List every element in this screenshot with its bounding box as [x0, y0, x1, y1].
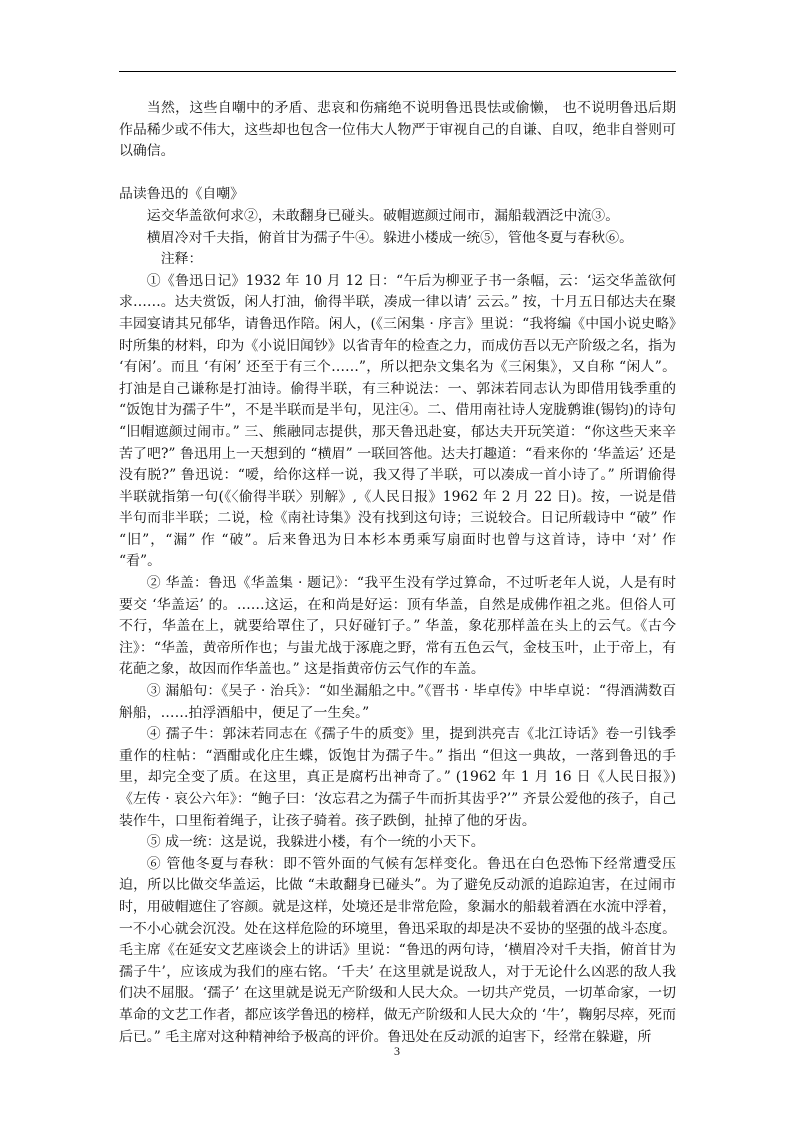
section-title: 品读鲁迅的《自嘲》 [119, 186, 245, 203]
note-6: ⑥ 管他冬夏与春秋：即不管外面的气候有怎样变化。鲁迅在白色恐怖下经常遭受压迫，所以比做交华盖运，比做 “未敢翻身已碰头”。为了避免反动派的追踪迫害，在过闹市时，用破帽遮住了容颜。就是这样，处境还是非常危险，象漏水的船载着酒在水流中浮着，一不小心就会沉没。处在这样危险的环境里，鲁迅采取的却是决不妥协的坚强的战斗态度。毛主席《在延安文艺座谈会上的讲话》里说：“鲁迅的两句诗，‘横眉冷对千夫指，俯首甘为孺子牛’，应该成为我们的座右铭。‘千夫’ 在这里就是说敌人，对于无论什么凶恶的敌人我们决不屈服。‘孺子’ 在这里就是说无产阶级和人民大众。一切共产党员，一切革命家，一切革命的文艺工作者，都应该学鲁迅的榜样，做无产阶级和人民大众的 ‘牛’，鞠躬尽瘁，死而后已。” 毛主席对这种精神给予极高的评价。鲁迅处在反动派的迫害下，经常在躲避，所 [119, 855, 676, 1045]
paragraph-spacer [119, 163, 676, 185]
note-3: ③ 漏船句：《吴子 · 治兵》：“如坐漏船之中。”《晋书 · 毕卓传》中毕卓说：“得酒满数百斛船，……拍浮酒船中，便足了一生矣。” [119, 683, 676, 721]
poem-line-2: 横眉冷对千夫指，俯首甘为孺子牛④。躲进小楼成一统⑤，管他冬夏与春秋⑥。 [146, 229, 633, 246]
header-rule [119, 71, 676, 72]
notes-label: 注释： [160, 251, 203, 268]
intro-paragraph: 当然，这些自嘲中的矛盾、悲哀和伤痛绝不说明鲁迅畏怯或偷懒， 也不说明鲁迅后期作品稀少或不伟大，这些却也包含一位伟大人物严于审视自己的自谦、自叹，绝非自誉则可以确信。 [119, 100, 676, 160]
note-2: ② 华盖：鲁迅《华盖集 · 题记》：“我平生没有学过算命，不过听老年人说，人是有时要交 ‘华盖运’ 的。……这运，在和尚是好运：顶有华盖，自然是成佛作祖之兆。但俗人可不行，华盖在上，就要给罩住了，只好碰钉子。” 华盖，象花那样盖在头上的云气。《古今注》：“华盖，黄帝所作也；与蚩尤战于涿鹿之野，常有五色云气，金枝玉叶，止于帝上，有花葩之象，故因而作华盖也。” 这是指黄帝仿云气作的车盖。 [119, 575, 676, 678]
page-number: 3 [394, 1044, 400, 1058]
note-1: ①《鲁迅日记》1932 年 10 月 12 日：“午后为柳亚子书一条幅，云：‘运交华盖欲何求……。达夫赏饭，闲人打油，偷得半联，凑成一律以请’ 云云。” 按，十月五日郁达夫在聚丰园宴请其兄郁华，请鲁迅作陪。闲人，(《三闲集 · 序言》里说：“我将编《中国小说史略》时所集的材料，印为《小说旧闻钞》以省青年的检查之力，而成仿吾以无产阶级之名，指为 ‘有闲’。而且 ‘有闲’ 还至于有三个……”，所以把杂文集名为《三闲集》，又自称 “闲人”。打油是自己谦称是打油诗。偷得半联，有三种说法：一、郭沫若同志认为即借用钱季重的 “饭饱甘为孺子牛”，不是半联而是半句，见注④。二、借用南社诗人宠胧鹩谁(锡钧)的诗句 “旧帽遮颜过闹市。” 三、熊融同志提供，那天鲁迅赴宴，郁达夫开玩笑道：“你这些天来辛苦了吧?” 鲁迅用上一天想到的 “横眉” 一联回答他。达夫打趣道：“看来你的 ‘华盖运’ 还是没有脱?” 鲁迅说：“嗳，给你这样一说，我又得了半联，可以凑成一首小诗了。” 所谓偷得半联就指第一句(《〈偷得半联〉别解》,《人民日报》1962 年 2 月 22 日)。按，一说是借半句而非半联；二说，检《南社诗集》没有找到这句诗；三说较合。日记所载诗中 “破” 作 “旧”，“漏” 作 “破”。后来鲁迅为日本杉本勇乘写扇面时也曾与这首诗，诗中 ‘对’ 作 “看”。 [119, 272, 676, 570]
note-5: ⑤ 成一统：这是说，我躲进小楼，有个一统的小天下。 [146, 834, 485, 851]
page-content [119, 98, 676, 1048]
poem-line-1: 运交华盖欲何求②，未敢翻身已碰头。破帽遮颜过闹市，漏船载酒泛中流③。 [146, 207, 620, 224]
note-4: ④ 孺子牛：郭沫若同志在《孺子牛的质变》里，提到洪亮吉《北江诗话》卷一引钱季重作的柱帖：“酒酣或化庄生蝶，饭饱甘为孺子牛。” 指出 “但这一典故，一落到鲁迅的手里，却完全变了质。在这里，真正是腐朽出神奇了。” (1962 年 1 月 16 日《人民日报》)《左传 · 哀公六年》：“鲍子曰：‘汝忘君之为孺子牛而折其齿乎?’” 齐景公爱他的孩子，自己装作牛，口里衔着绳子，让孩子骑着。孩子跌倒，扯掉了他的牙齿。 [119, 726, 676, 829]
